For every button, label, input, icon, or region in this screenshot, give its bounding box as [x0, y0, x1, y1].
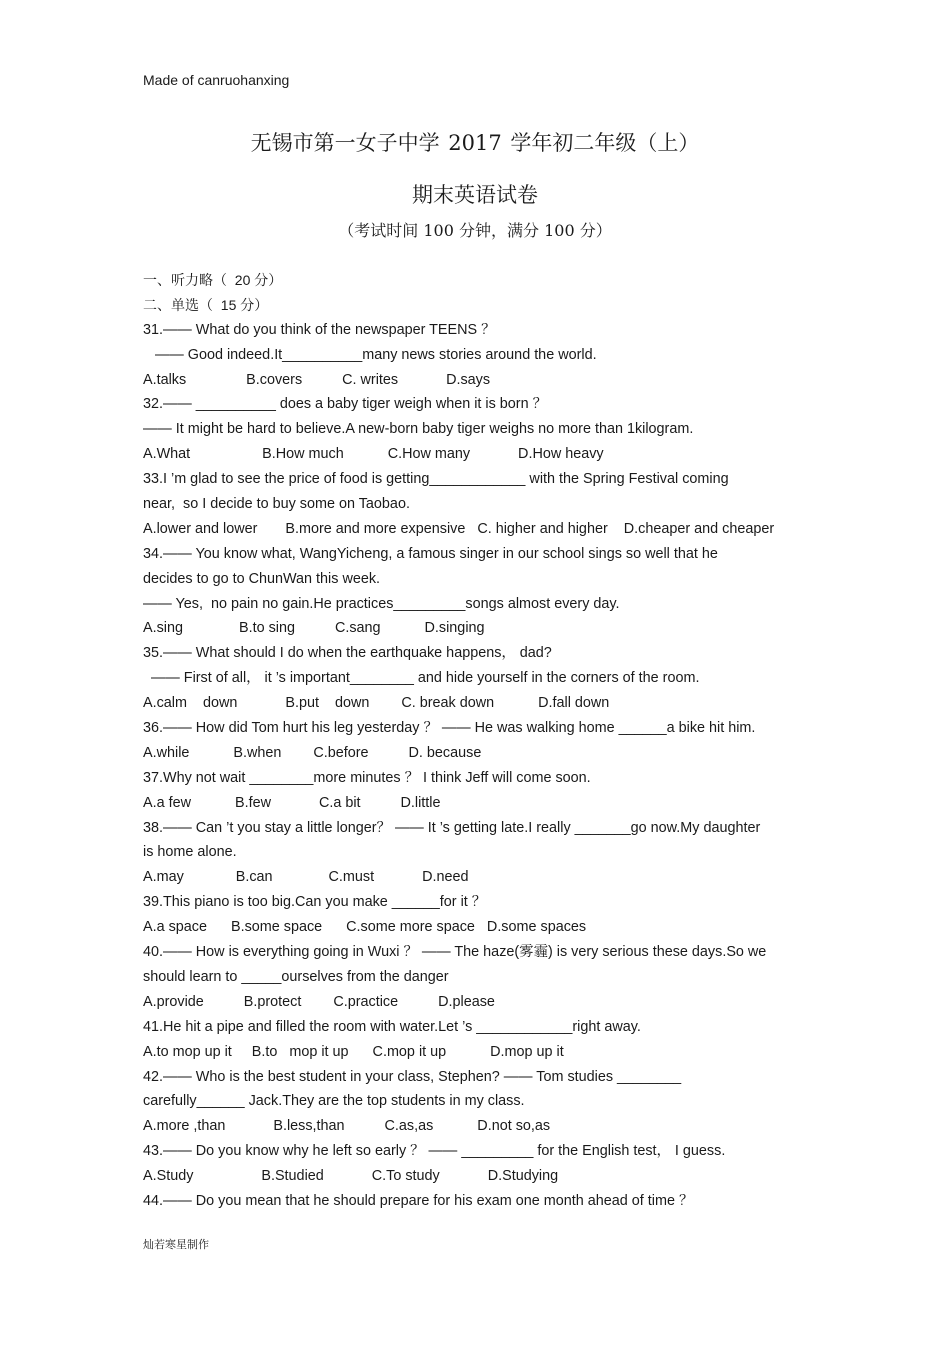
question-line: 44.—— Do you mean that he should prepare for his exam one month ahead of time ？	[143, 1192, 694, 1209]
answer-options: A.may B.can C.must D.need	[143, 869, 469, 886]
question-line: 39.This piano is too big.Can you make ______for it ？	[143, 894, 487, 911]
question-line: should learn to _____ourselves from the danger	[143, 968, 449, 985]
exam-title-subject: 期末英语试卷	[412, 183, 538, 207]
question-line: 33.I ’m glad to see the price of food is getting____________ with the Spring Festival coming	[143, 471, 729, 488]
answer-options: A.What B.How much C.How many D.How heavy	[143, 446, 604, 463]
answer-options: A.lower and lower B.more and more expensive C. higher and higher D.cheaper and cheaper	[143, 520, 775, 537]
section-heading: 一、听力略（ 20 分）	[143, 272, 283, 288]
section-heading: 二、单选（ 15 分）	[143, 296, 269, 313]
question-line: —— Yes, no pain no gain.He practices_________songs almost every day.	[143, 595, 620, 612]
answer-options: A.calm down B.put down C. break down D.fall down	[143, 695, 610, 712]
question-line: 32.—— __________ does a baby tiger weigh when it is born ？	[143, 396, 547, 413]
question-line: is home alone.	[143, 844, 237, 861]
question-line: —— It might be hard to believe.A new-born baby tiger weighs no more than 1kilogram.	[143, 421, 694, 438]
question-line: 40.—— How is everything going in Wuxi ？ —— The haze(雾霾) is very serious these days.So we	[143, 944, 767, 961]
question-line: —— Good indeed.It__________many news stories around the world.	[143, 346, 597, 363]
question-line: 34.—— You know what, WangYicheng, a famous singer in our school sings so well that he	[143, 545, 718, 562]
exam-time-info: （考试时间 100 分钟，满分 100 分）	[338, 221, 612, 240]
answer-options: A.Study B.Studied C.To study D.Studying	[143, 1168, 559, 1185]
question-line: —— First of all， it ’s important________ and hide yourself in the corners of the room.	[143, 670, 700, 687]
question-line: 41.He hit a pipe and filled the room with water.Let ’s ____________right away.	[143, 1018, 641, 1035]
question-line: carefully______ Jack.They are the top students in my class.	[143, 1093, 525, 1110]
question-line: 35.—— What should I do when the earthquake happens， dad?	[143, 645, 552, 662]
question-line: near, so I decide to buy some on Taobao.	[143, 496, 410, 513]
question-line: 42.—— Who is the best student in your class, Stephen? —— Tom studies ________	[143, 1068, 682, 1085]
answer-options: A.talks B.covers C. writes D.says	[143, 371, 491, 388]
answer-options: A.a space B.some space C.some more space D.some spaces	[143, 919, 587, 936]
question-line: 31.—— What do you think of the newspaper TEENS ？	[143, 321, 496, 338]
answer-options: A.to mop up it B.to mop it up C.mop it up D.mop up it	[143, 1043, 564, 1060]
exam-title-school: 无锡市第一女子中学 2017 学年初二年级（上）	[250, 131, 700, 155]
answer-options: A.more ,than B.less,than C.as,as D.not so,as	[143, 1118, 551, 1135]
question-line: decides to go to ChunWan this week.	[143, 570, 381, 587]
question-line: 43.—— Do you know why he left so early ？ —— _________ for the English test， I guess.	[143, 1143, 726, 1160]
exam-content	[143, 268, 809, 1214]
answer-options: A.sing B.to sing C.sang D.singing	[143, 620, 485, 637]
question-line: 36.—— How did Tom hurt his leg yesterday ？ —— He was walking home ______a bike hit him.	[143, 720, 756, 737]
footer-note: 灿若寒星制作	[143, 1238, 209, 1251]
answer-options: A.provide B.protect C.practice D.please	[143, 993, 495, 1010]
answer-options: A.a few B.few C.a bit D.little	[143, 794, 441, 811]
answer-options: A.while B.when C.before D. because	[143, 744, 482, 761]
question-line: 38.—— Can ’t you stay a little longer？ —— It ’s getting late.I really _______go now.My daughter	[143, 819, 761, 836]
question-line: 37.Why not wait ________more minutes ？ I think Jeff will come soon.	[143, 769, 591, 786]
header-note: Made of canruohanxing	[143, 72, 290, 88]
